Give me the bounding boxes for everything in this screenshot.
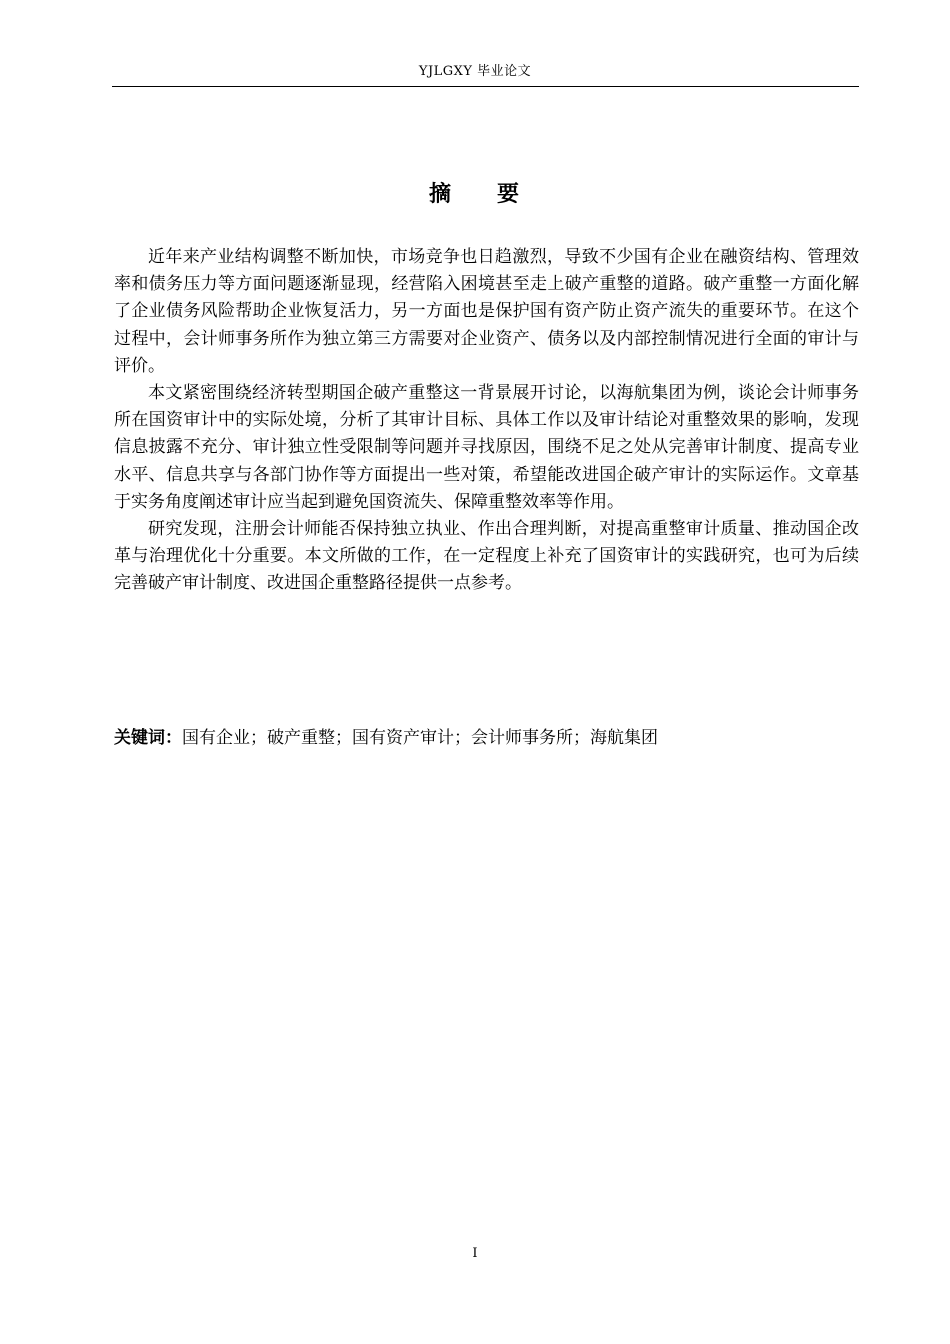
keywords-label: 关键词： bbox=[114, 728, 182, 748]
abstract-body bbox=[114, 244, 859, 598]
keywords-line bbox=[114, 725, 859, 752]
abstract-title bbox=[0, 181, 950, 209]
header-rule bbox=[112, 86, 859, 87]
running-header: YJLGXY 毕业论文 bbox=[418, 64, 532, 79]
abstract-title-part1: 摘 bbox=[428, 182, 453, 207]
page-number: I bbox=[472, 1246, 478, 1261]
abstract-paragraph-3: 研究发现，注册会计师能否保持独立执业、作出合理判断，对提高重整审计质量、推动国企改革与治理优化十分重要。本文所做的工作，在一定程度上补充了国资审计的实践研究，也可为后续完善破产审计制度、改进国企重整路径提供一点参考。 bbox=[114, 519, 859, 594]
abstract-title-part2: 要 bbox=[497, 182, 522, 207]
abstract-paragraph-2: 本文紧密围绕经济转型期国企破产重整这一背景展开讨论，以海航集团为例，谈论会计师事务所在国资审计中的实际处境，分析了其审计目标、具体工作以及审计结论对重整效果的影响，发现信息披露不充分、审计独立性受限制等问题并寻找原因，围绕不足之处从完善审计制度、提高专业水平、信息共享与各部门协作等方面提出一些对策，希望能改进国企破产审计的实际运作。文章基于实务角度阐述审计应当起到避免国资流失、保障重整效率等作用。 bbox=[114, 383, 859, 512]
keywords-text: 国有企业；破产重整；国有资产审计；会计师事务所；海航集团 bbox=[182, 728, 658, 748]
abstract-paragraph-1: 近年来产业结构调整不断加快，市场竞争也日趋激烈，导致不少国有企业在融资结构、管理效率和债务压力等方面问题逐渐显现，经营陷入困境甚至走上破产重整的道路。破产重整一方面化解了企业债务风险帮助企业恢复活力，另一方面也是保护国有资产防止资产流失的重要环节。在这个过程中，会计师事务所作为独立第三方需要对企业资产、债务以及内部控制情况进行全面的审计与评价。 bbox=[114, 247, 859, 376]
